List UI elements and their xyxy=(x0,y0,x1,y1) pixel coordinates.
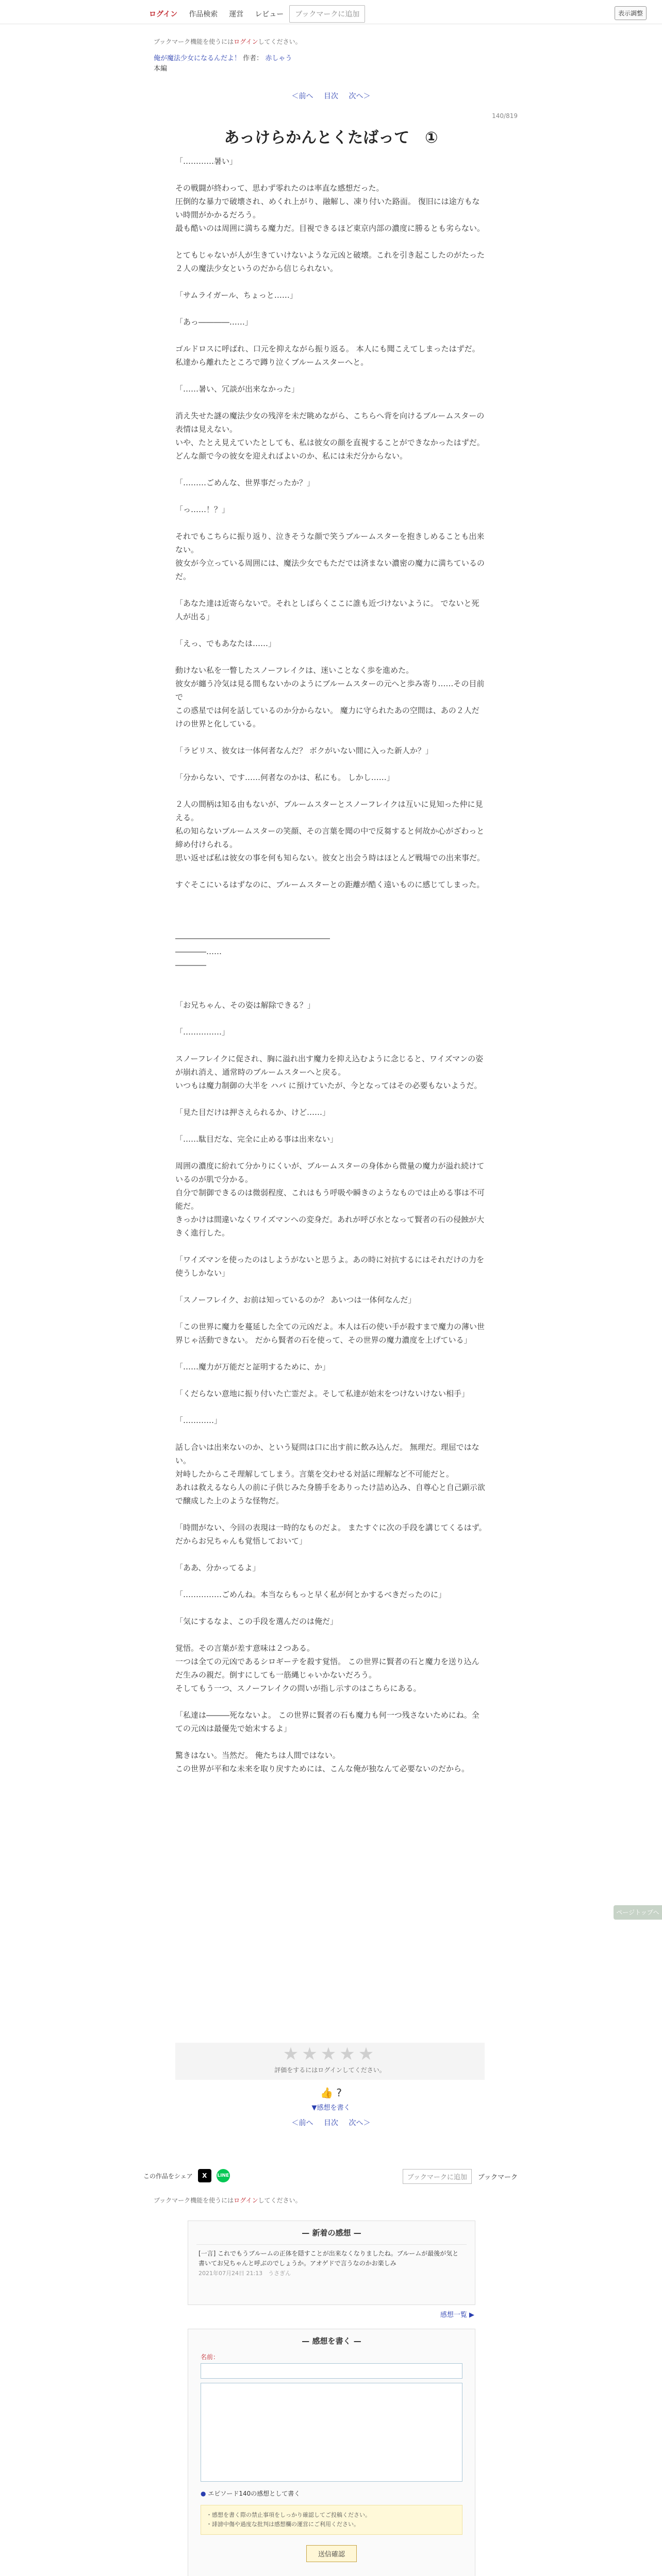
body-paragraph: 「っ……！？」 xyxy=(175,505,230,514)
body-paragraph: 最も酷いのは周囲に満ちる魔力だ。目視できるほど東京内部の濃度に勝るとも劣らない。 xyxy=(175,224,485,233)
checkbox-label: エピソード140の感想として書く xyxy=(208,2490,301,2497)
top-header xyxy=(0,0,662,24)
review-link[interactable]: レビュー xyxy=(255,10,284,19)
episode-title: あっけらかんとくたばって ① xyxy=(224,129,438,147)
operation-link[interactable]: 運営 xyxy=(229,10,244,19)
body-paragraph: 圧倒的な暴力で破壊され、めくれ上がり、融解し、凍り付いた路面。 復旧には途方もない時間がかかるだろう。 xyxy=(175,197,480,219)
notice-suffix-bottom: してください。 xyxy=(258,2197,302,2204)
display-settings-button[interactable]: 表示調整 xyxy=(615,6,647,20)
body-paragraph xyxy=(175,1601,487,1615)
body-paragraph xyxy=(175,275,487,289)
body-paragraph: いや、たとえ見えていたとしても、私は彼女の顔を直視することができなかったはずだ。 xyxy=(175,438,485,447)
body-paragraph xyxy=(175,1119,487,1132)
body-paragraph xyxy=(175,1092,487,1106)
body-paragraph xyxy=(175,1735,487,1749)
impression-list-link[interactable]: 感想一覧 ▶ xyxy=(440,2311,474,2319)
write-impression-title: — 感想を書く — xyxy=(302,2336,361,2346)
checkbox-icon[interactable]: ● xyxy=(201,2490,206,2497)
body-paragraph: ―――――――――――――――――――― xyxy=(175,934,330,943)
body-paragraph xyxy=(175,369,487,382)
body-paragraph: 私の知らないブルームスターの笑顔、その言葉を聞の中で反芻すると何故か心がざわっと締め付けられる。 xyxy=(175,826,485,849)
body-paragraph xyxy=(175,1628,487,1641)
body-paragraph: それでもこちらに振り返り、泣きそうな顔で笑うブルームスターを抱きしめることも出来ない。 xyxy=(175,532,485,554)
body-paragraph xyxy=(175,1240,487,1253)
episode-number: 140/819 xyxy=(492,112,518,120)
body-paragraph: その戦闘が終わって、思わず零れたのは率直な感想だった。 xyxy=(175,183,384,193)
impression-textarea[interactable] xyxy=(201,2383,462,2482)
body-paragraph: 「……暑い、冗談が出来なかった」 xyxy=(175,384,300,394)
body-paragraph: 「…………」 xyxy=(175,1416,222,1425)
body-paragraph: どんな顔で今の彼女を迎えればよいのか、私には未だ分からない。 xyxy=(175,451,408,461)
notice-login-link-bottom[interactable]: ログイン xyxy=(234,2197,258,2204)
body-paragraph: 「……………ごめんね。本当ならもっと早く私が何とかするべきだったのに」 xyxy=(175,1590,446,1599)
latest-impressions-title: — 新着の感想 — xyxy=(302,2228,361,2238)
body-paragraph: 「分からない、です……何者なのかは、私にも。 しかし……」 xyxy=(175,773,394,782)
prev-link[interactable]: ＜前へ xyxy=(291,92,313,100)
body-paragraph: 「えっ、でもあなたは……」 xyxy=(175,639,276,648)
episode-checkbox-row[interactable] xyxy=(201,2489,462,2498)
body-paragraph xyxy=(175,1548,487,1561)
body-paragraph xyxy=(175,757,487,771)
body-paragraph xyxy=(175,891,487,905)
latest-impressions-panel xyxy=(188,2221,475,2305)
notice-text-bottom: ブックマーク機能を使うには xyxy=(154,2197,234,2204)
body-paragraph: 「サムライガール、ちょっと……」 xyxy=(175,291,297,300)
body-paragraph: 「…………暑い」 xyxy=(175,157,238,166)
body-paragraph: 「……魔力が万能だと証明するために、か」 xyxy=(175,1362,330,1371)
share-row xyxy=(143,2169,230,2182)
bottom-pager xyxy=(0,2117,662,2128)
body-paragraph xyxy=(175,396,487,409)
body-paragraph xyxy=(175,1507,487,1521)
author-label: 作者： xyxy=(243,55,263,62)
body-paragraph: ２人の間柄は知る由もないが、ブルームスターとスノーフレイクは互いに見知った仲に見える。 xyxy=(175,800,483,822)
review-item xyxy=(196,2244,467,2282)
body-paragraph: 「……駄目だな、完全に止める事は出来ない」 xyxy=(175,1134,338,1144)
body-paragraph xyxy=(175,1695,487,1708)
body-paragraph: 話し合いは出来ないのか、という疑問は口に出す前に飲み込んだ。 無理だ。理屈ではない。 xyxy=(175,1443,479,1465)
body-paragraph: すぐそこにいるはずなのに、ブルームスターとの距離が酷く遠いものに感じてしまった。 xyxy=(175,880,485,889)
login-link[interactable]: ログイン xyxy=(149,10,178,19)
novel-body xyxy=(175,155,487,1775)
rating-box xyxy=(175,2043,485,2080)
body-paragraph xyxy=(175,489,487,503)
body-paragraph: そしてもう一つ、スノーフレイクの問いが指し示すのはこちらにある。 xyxy=(175,1684,421,1693)
body-paragraph xyxy=(175,1427,487,1440)
toc-chapter-label: 本編 xyxy=(154,65,168,73)
body-paragraph: スノーフレイクに促され、胸に溢れ出す魔力を抑え込むように念じると、ワイズマンの姿が崩れ消え、通常時のブルームスターへと戻る。 xyxy=(175,1054,484,1077)
body-paragraph: ――――…… xyxy=(175,947,222,956)
body-paragraph: 周囲の濃度に紛れて分かりにくいが、ブルームスターの身体から微量の魔力が溢れ続けているのが肌で分かる。 xyxy=(175,1161,485,1184)
body-paragraph: 「ワイズマンを使ったのはしようがないと思うよ。あの時に対抗するにはそれだけの力を使うしかない」 xyxy=(175,1255,485,1278)
body-paragraph xyxy=(175,1146,487,1159)
series-title-link[interactable]: 俺が魔法少女になるんだよ！ xyxy=(154,55,241,62)
warning-line-1: ・感想を書く際の禁止事項をしっかり確認してご投稿ください。 xyxy=(206,2512,371,2518)
warning-box xyxy=(201,2505,462,2535)
body-paragraph: 一つは全ての元凶であるシロギーテを殺す覚悟。 この世界に賢者の石と魔力を送り込んだ生みの親だ。倒すにしても一筋縄じゃいかないだろう。 xyxy=(175,1657,479,1680)
body-paragraph: 覚悟。その言葉が差す意味は２つある。 xyxy=(175,1643,315,1653)
review-meta: 2021年07月24日 21:13 うさぎん xyxy=(198,2270,291,2277)
body-paragraph xyxy=(175,1574,487,1588)
body-paragraph xyxy=(175,865,487,878)
notice-text: ブックマーク機能を使うには xyxy=(154,38,234,45)
body-paragraph: 自分で制御できるのは微弱程度、これはもう呼吸や瞬きのようなものでは止める事は不可能だ。 xyxy=(175,1188,485,1211)
add-bookmark-button[interactable]: ブックマークに追加 xyxy=(289,5,365,23)
work-meta xyxy=(154,54,292,74)
body-paragraph: 「見た目だけは押さえられるか、けど……」 xyxy=(175,1108,330,1117)
body-paragraph xyxy=(175,1400,487,1414)
review-text: [一言] これでもうブルームの正体を隠すことが出来なくなりましたね。ブルームが最後が気と書いてお兄ちゃんと呼ぶのでしょうか。アオゲドで言うなのかお楽しみ xyxy=(198,2250,459,2267)
body-paragraph: きっかけは間違いなくワイズマンへの変身だ。あれが呼び水となって賢者の石の侵蝕が大きく進行した。 xyxy=(175,1215,485,1238)
body-paragraph: 「私達は―――死なないよ。 この世界に賢者の石も魔力も何一つ残さないためにね。全ての元凶は最優先で始末するよ」 xyxy=(175,1710,479,1733)
body-paragraph: 私達から離れたところで蹲り泣くブルームスターへと。 xyxy=(175,358,369,367)
toc-link[interactable]: 目次 xyxy=(324,92,338,100)
warning-line-2: ・誹謗中傷や過度な批判は感想欄の運営にご利用ください。 xyxy=(206,2521,359,2528)
body-paragraph: ―――― xyxy=(175,960,206,970)
body-paragraph: 彼女が今立っている周囲には、魔法少女でもただでは済まない濃密の魔力に満ちているのだ。 xyxy=(175,558,485,581)
body-paragraph xyxy=(175,1039,487,1052)
body-paragraph xyxy=(175,650,487,664)
body-paragraph xyxy=(175,1347,487,1360)
top-pager xyxy=(0,91,662,101)
next-link-bottom[interactable]: 次へ＞ xyxy=(349,2119,371,2127)
bookmark-row xyxy=(403,2169,518,2184)
thumbs-up-button[interactable]: 👍 ? xyxy=(320,2087,342,2099)
body-paragraph xyxy=(175,329,487,342)
body-paragraph: 「あっ――――……」 xyxy=(175,317,253,327)
notice-login-link[interactable]: ログイン xyxy=(234,38,258,45)
body-paragraph xyxy=(175,918,487,931)
bookmark-icon-label[interactable]: ブックマーク xyxy=(477,2174,518,2181)
body-paragraph: 「………ごめんな、世界事だったか？」 xyxy=(175,478,315,487)
bookmark-notice-bottom xyxy=(154,2196,302,2205)
share-label: この作品をシェア xyxy=(143,2172,193,2180)
body-paragraph xyxy=(175,985,487,998)
rating-stars[interactable]: ★★★★★ xyxy=(283,2044,377,2064)
body-paragraph xyxy=(175,623,487,637)
body-paragraph xyxy=(175,583,487,597)
body-paragraph: 対峙したからこそ理解してしまう。言葉を交わせる対話に理解など不可能だと。 xyxy=(175,1469,454,1479)
body-paragraph xyxy=(175,731,487,744)
body-paragraph xyxy=(175,463,487,476)
body-paragraph: ゴルドロスに呼ばれ、口元を抑えながら振り返る。 本人にも聞こえてしまったはずだ。 xyxy=(175,344,480,353)
body-paragraph: とてもじゃないが人が生きていけないような元凶と破壊。これを引き起こしたのがたった２人の魔法少女というのだから信じられない。 xyxy=(175,250,485,273)
page-top-button[interactable]: ページトップへ xyxy=(614,1905,662,1920)
body-paragraph xyxy=(175,168,487,181)
name-field[interactable] xyxy=(201,2363,462,2379)
body-paragraph: 「くだらない意地に振り付いた亡霊だよ。そして私達が始末をつけないけない相手」 xyxy=(175,1389,470,1398)
write-impression-panel xyxy=(188,2329,475,2576)
next-link[interactable]: 次へ＞ xyxy=(349,92,371,100)
body-paragraph: あれは救えるなら人の前に子供じみた身勝手をありったけ詰め込み、自尊心と自己顕示欲で醸成した上のような怪物だ。 xyxy=(175,1483,485,1505)
line-share-icon[interactable]: LINE xyxy=(217,2169,230,2182)
body-paragraph: 「スノーフレイク、お前は知っているのか？ あいつは一体何なんだ」 xyxy=(175,1295,416,1304)
body-paragraph: いつもは魔力制御の大半を ハバ に預けていたが、今となってはその必要もないようだ。 xyxy=(175,1081,482,1090)
write-impression-link[interactable]: ▼感想を書く xyxy=(311,2104,351,2112)
body-paragraph xyxy=(175,516,487,530)
body-paragraph: 動けない私を一瞥したスノーフレイクは、迷いことなく歩を進めた。 xyxy=(175,666,414,675)
toc-link-bottom[interactable]: 目次 xyxy=(324,2119,338,2127)
body-paragraph xyxy=(175,302,487,315)
body-paragraph: 「……………」 xyxy=(175,1027,230,1037)
body-paragraph: 「お兄ちゃん、その姿は解除できる？」 xyxy=(175,1001,315,1010)
add-bookmark-button-bottom[interactable]: ブックマークに追加 xyxy=(403,2169,472,2184)
rating-caption: 評価をするにはログインしてください。 xyxy=(274,2066,386,2074)
body-paragraph: この世界が平和な未来を取り戻すためには、こんな俺が独なんて必要ないのだから。 xyxy=(175,1764,470,1773)
x-share-icon[interactable]: X xyxy=(198,2169,211,2182)
body-paragraph: 「この世界に魔力を蔓延した全ての元凶だよ。本人は石の使い手が殺すまで魔力の薄い世界じゃ活動できない。 だから賢者の石を使って、その世界の魔力濃度を上げている」 xyxy=(175,1322,485,1345)
body-paragraph xyxy=(175,1280,487,1293)
body-paragraph xyxy=(175,784,487,798)
prev-link-bottom[interactable]: ＜前へ xyxy=(291,2119,313,2127)
body-paragraph xyxy=(175,235,487,248)
body-paragraph: この惑星では何を話しているのか分からない。 魔力に守られたあの空間は、あの２人だけの世界と化している。 xyxy=(175,706,479,728)
body-paragraph xyxy=(175,905,487,918)
body-paragraph: 驚きはない。当然だ。 俺たちは人間ではない。 xyxy=(175,1751,340,1760)
body-paragraph: 「ああ、分かってるよ」 xyxy=(175,1563,260,1572)
header-nav xyxy=(143,5,365,23)
work-search-link[interactable]: 作品検索 xyxy=(189,10,218,19)
body-paragraph xyxy=(175,1374,487,1387)
body-paragraph: 「時間がない、今回の表現は一時的なものだよ。 またすぐに次の手段を講じてくるはず。だからお兄ちゃんも覚悟しておいて」 xyxy=(175,1523,487,1546)
body-paragraph xyxy=(175,1012,487,1025)
body-paragraph: 彼女が纏う冷気は見る間もないかのようにブルームスターの元へと歩み寄り……その目前で xyxy=(175,679,485,702)
notice-suffix: してください。 xyxy=(258,38,302,45)
body-paragraph: 「ラピリス、彼女は一体何者なんだ？ ボクがいない間に入った新人か？」 xyxy=(175,746,433,755)
submit-confirm-button[interactable]: 送信確認 xyxy=(306,2545,357,2562)
body-paragraph: 思い返せば私は彼女の事を何も知らない。彼女と出会う時はほとんど戦場での出来事だ。 xyxy=(175,853,485,862)
name-label: 名前： xyxy=(201,2353,220,2361)
bookmark-notice xyxy=(154,37,302,46)
body-paragraph xyxy=(175,1307,487,1320)
body-paragraph: 「気にするなよ、この手段を選んだのは俺だ」 xyxy=(175,1617,338,1626)
body-paragraph: 「あなた達は近寄らないで。それとしばらくここに誰も近づけないように。 でないと死人が出る」 xyxy=(175,599,479,621)
body-paragraph: 消え失せた謎の魔法少女の残滓を未だ眺めながら、こちらへ背を向けるブルームスターの表情は見えない。 xyxy=(175,411,485,434)
author-link[interactable]: 赤しゃう xyxy=(265,55,292,62)
body-paragraph xyxy=(175,972,487,985)
